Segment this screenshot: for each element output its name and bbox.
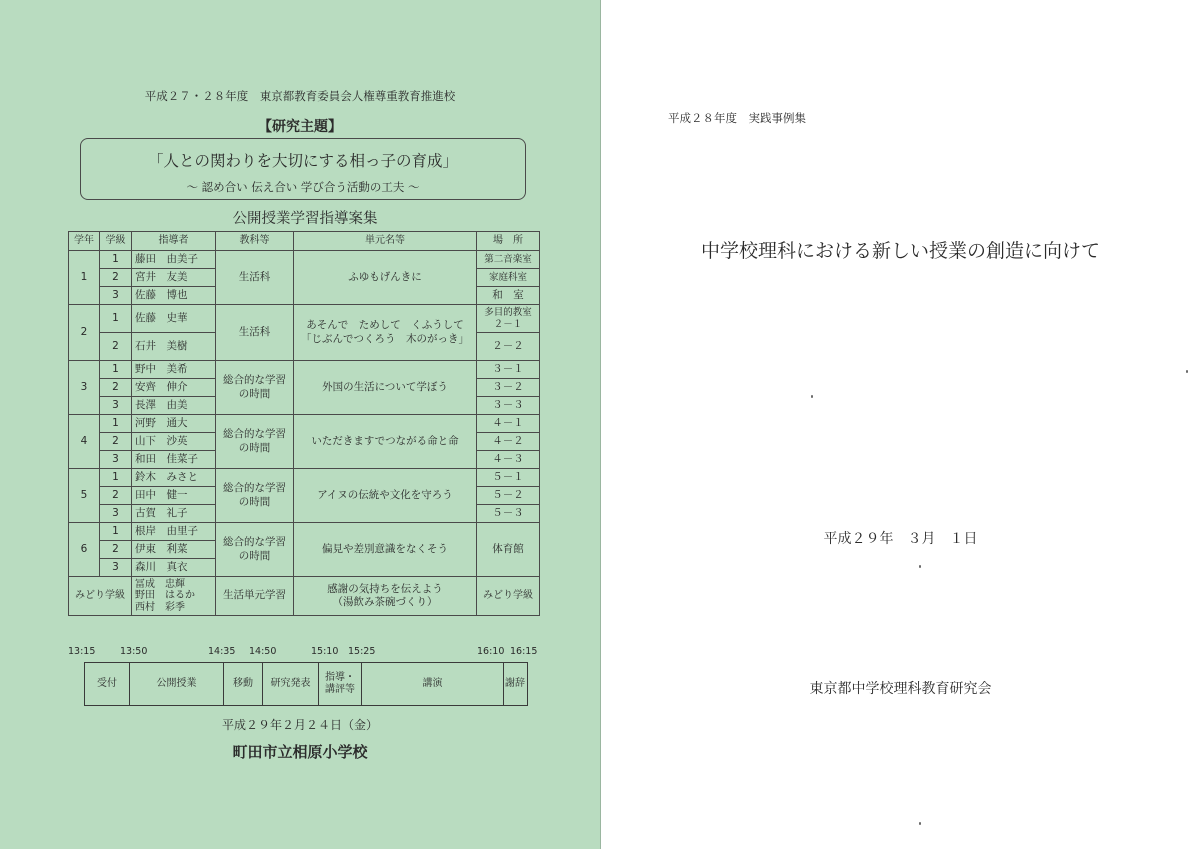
subject-cell: 生活科 [216, 251, 294, 305]
class-cell: 3 [100, 505, 132, 523]
grade-cell: 3 [69, 361, 100, 415]
schedule-open-class: 公開授業 [130, 663, 224, 705]
time-label: 16:15 [510, 646, 538, 657]
plan-table [68, 231, 540, 616]
class-cell: 3 [100, 451, 132, 469]
table-row [69, 469, 540, 487]
unit-cell: いただきますでつながる命と命 [294, 415, 477, 469]
table-row [69, 251, 540, 269]
place-cell: ５－２ [477, 487, 540, 505]
class-cell: 1 [100, 361, 132, 379]
teacher-cell: 古賀 礼子 [132, 505, 216, 523]
midori-label: みどり学級 [69, 577, 132, 616]
class-cell: 2 [100, 487, 132, 505]
place-cell: ４－１ [477, 415, 540, 433]
teacher-cell: 和田 佳菜子 [132, 451, 216, 469]
teacher-cell: 河野 通大 [132, 415, 216, 433]
header-teacher: 指導者 [132, 232, 216, 251]
unit-cell: 外国の生活について学ぼう [294, 361, 477, 415]
class-cell: 2 [100, 379, 132, 397]
grade-cell: 6 [69, 523, 100, 577]
time-label: 13:50 [120, 646, 148, 657]
theme-main: 「人との関わりを大切にする相っ子の育成」 [147, 152, 458, 170]
place-cell: ５－３ [477, 505, 540, 523]
class-cell: 2 [100, 269, 132, 287]
place-cell: 第二音楽室 [477, 251, 540, 269]
table-row [69, 305, 540, 333]
place-cell: ２－２ [477, 333, 540, 361]
teacher-cell: 伊東 利菜 [132, 541, 216, 559]
scan-speck [811, 395, 813, 398]
place-cell: ４－２ [477, 433, 540, 451]
table-title: 公開授業学習指導案集 [232, 211, 378, 227]
class-cell: 1 [100, 305, 132, 333]
teacher-cell: 鈴木 みさと [132, 469, 216, 487]
header-class: 学級 [100, 232, 132, 251]
class-cell: 3 [100, 559, 132, 577]
unit-cell: アイヌの伝統や文化を守ろう [294, 469, 477, 523]
schedule-reception: 受付 [85, 663, 130, 705]
class-cell: 1 [100, 523, 132, 541]
place-cell: 和 室 [477, 287, 540, 305]
header-line: 平成２７・２８年度 東京都教育委員会人権尊重教育推進校 [144, 89, 456, 103]
place-cell: ４－３ [477, 451, 540, 469]
midori-teachers: 冨成 忠輝 野田 はるか 西村 彩季 [132, 577, 216, 616]
subject-cell: 総合的な学習 の時間 [216, 469, 294, 523]
place-cell: 家庭科室 [477, 269, 540, 287]
place-cell: ３－１ [477, 361, 540, 379]
place-cell: ５－１ [477, 469, 540, 487]
teacher-cell: 長澤 由美 [132, 397, 216, 415]
report-subtitle: 平成２８年度 実践事例集 [668, 111, 806, 125]
right-page [601, 0, 1200, 849]
theme-box [80, 138, 526, 200]
schedule-thanks: 謝辞 [505, 677, 525, 689]
schedule-presentation: 研究発表 [263, 663, 319, 705]
subject-cell: 総合的な学習 の時間 [216, 523, 294, 577]
midori-place: みどり学級 [477, 577, 540, 616]
time-label: 13:15 [68, 646, 96, 657]
class-cell: 1 [100, 415, 132, 433]
theme-sub: ～ 認め合い 伝え合い 学び合う活動の工夫 ～ [186, 180, 420, 194]
report-date: 平成２９年 ３月 １日 [823, 531, 978, 547]
teacher-cell: 安齊 伸介 [132, 379, 216, 397]
time-label: 14:35 [208, 646, 236, 657]
header-grade: 学年 [69, 232, 100, 251]
class-cell: 2 [100, 433, 132, 451]
school-name: 町田市立相原小学校 [232, 743, 368, 761]
teacher-cell: 石井 美樹 [132, 333, 216, 361]
midori-subject: 生活単元学習 [216, 577, 294, 616]
teacher-cell: 野中 美希 [132, 361, 216, 379]
class-cell: 3 [100, 397, 132, 415]
scan-speck [919, 565, 921, 568]
table-row-midori [69, 577, 540, 616]
table-header-row [69, 232, 540, 251]
subject-cell: 総合的な学習 の時間 [216, 361, 294, 415]
class-cell: 3 [100, 287, 132, 305]
grade-cell: 4 [69, 415, 100, 469]
report-title: 中学校理科における新しい授業の創造に向けて [700, 240, 1100, 262]
teacher-cell: 根岸 由里子 [132, 523, 216, 541]
place-cell: 体育館 [477, 523, 540, 577]
midori-unit: 感謝の気持ちを伝えよう （湯飲み茶碗づくり） [294, 577, 477, 616]
unit-cell: ふゆもげんきに [294, 251, 477, 305]
scan-speck [919, 822, 921, 825]
schedule-bar [84, 662, 528, 706]
time-label: 15:10 [311, 646, 339, 657]
table-row [69, 415, 540, 433]
grade-cell: 5 [69, 469, 100, 523]
grade-cell: 2 [69, 305, 100, 361]
teacher-cell: 田中 健一 [132, 487, 216, 505]
table-row [69, 361, 540, 379]
report-organization: 東京都中学校理科教育研究会 [809, 681, 992, 697]
teacher-cell: 山下 沙英 [132, 433, 216, 451]
teacher-cell: 宮井 友美 [132, 269, 216, 287]
time-label: 15:25 [348, 646, 376, 657]
class-cell: 1 [100, 251, 132, 269]
teacher-cell: 佐藤 博也 [132, 287, 216, 305]
schedule-guidance: 指導・ 講評等 [319, 663, 362, 705]
place-cell: ３－２ [477, 379, 540, 397]
unit-cell: あそんで ためして くふうして 「じぶんでつくろう 木のがっき」 [294, 305, 477, 361]
unit-cell: 偏見や差別意識をなくそう [294, 523, 477, 577]
header-subject: 教科等 [216, 232, 294, 251]
header-place: 場 所 [477, 232, 540, 251]
table-row [69, 523, 540, 541]
subject-cell: 生活科 [216, 305, 294, 361]
event-date: 平成２９年２月２４日（金） [221, 718, 378, 732]
schedule-lecture: 講演 [362, 663, 504, 705]
place-cell: 多目的教室 ２－１ [477, 305, 540, 333]
grade-cell: 1 [69, 251, 100, 305]
class-cell: 1 [100, 469, 132, 487]
teacher-cell: 藤田 由美子 [132, 251, 216, 269]
place-cell: ３－３ [477, 397, 540, 415]
schedule-move: 移動 [224, 663, 263, 705]
teacher-cell: 森川 真衣 [132, 559, 216, 577]
time-labels [68, 646, 548, 658]
header-unit: 単元名等 [294, 232, 477, 251]
scan-speck [1186, 370, 1188, 373]
teacher-cell: 佐藤 史華 [132, 305, 216, 333]
time-label: 16:10 [477, 646, 505, 657]
subject-cell: 総合的な学習 の時間 [216, 415, 294, 469]
theme-label: 【研究主題】 [258, 119, 342, 135]
class-cell: 2 [100, 541, 132, 559]
time-label: 14:50 [249, 646, 277, 657]
class-cell: 2 [100, 333, 132, 361]
